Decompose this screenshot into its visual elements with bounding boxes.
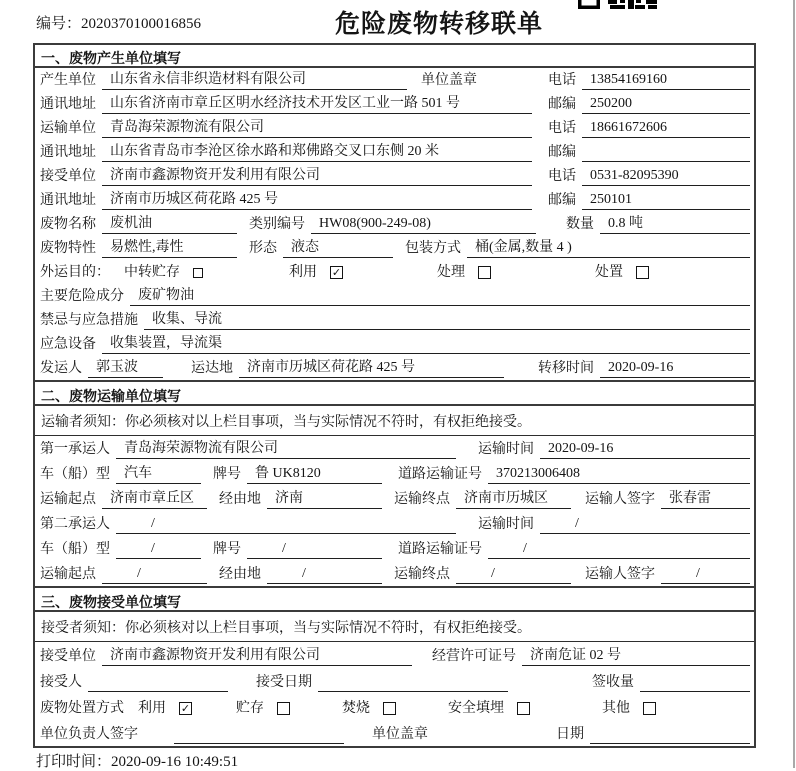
transporter-label: 运输单位 <box>40 121 96 136</box>
waste-name-value: 废机油 <box>102 212 237 234</box>
producer-zip-value: 250200 <box>582 96 750 114</box>
route1-sign-value: 张春雷 <box>661 487 750 509</box>
accept-unit-value: 济南市鑫源物资开发利用有限公司 <box>102 644 412 666</box>
accept-date-value <box>318 690 508 692</box>
accept-person-label: 接受人 <box>40 675 82 690</box>
vehicle2-type-label: 车（船）型 <box>40 542 110 557</box>
sign-date-value <box>590 742 750 744</box>
responsible-sign-value <box>174 742 344 744</box>
row-purpose <box>35 260 754 284</box>
checkbox-treat <box>478 266 491 279</box>
accept-person-value <box>88 690 228 692</box>
print-time-label: 打印时间： <box>36 754 112 770</box>
accept-date-label: 接受日期 <box>256 675 312 690</box>
vehicle2-plate-value: / <box>247 541 382 559</box>
receiver-label: 接受单位 <box>40 169 96 184</box>
row-accept-unit <box>35 642 754 668</box>
page-title: 危险废物转移联单 <box>334 10 543 38</box>
route1-start-value: 济南市章丘区 <box>102 487 207 509</box>
row-equipment <box>35 332 754 356</box>
vehicle2-permit-label: 道路运输证号 <box>398 542 482 557</box>
checkbox-disposal-landfill <box>517 702 530 715</box>
checkbox-transfer-storage <box>193 268 203 278</box>
route1-end-label: 运输终点 <box>394 492 450 507</box>
disposal-option-landfill-label: 安全填埋 <box>448 701 504 716</box>
receipt-qty-label: 签收量 <box>592 675 634 690</box>
carrier2-label: 第二承运人 <box>40 517 110 532</box>
checkbox-disposal-utilize: ✓ <box>180 702 191 715</box>
hazard-value: 废矿物油 <box>130 284 750 306</box>
disposal-option-store-label: 贮存 <box>236 701 264 716</box>
producer-value: 山东省永信非织造材料有限公司 <box>102 68 407 90</box>
carrier2-value: / <box>116 516 456 534</box>
waste-pack-label: 包装方式 <box>405 241 461 256</box>
destination-label: 运达地 <box>191 361 233 376</box>
license-label: 经营许可证号 <box>432 649 516 664</box>
transporter-address-label: 通讯地址 <box>40 145 96 160</box>
purpose-option-dispose-label: 处置 <box>595 265 623 280</box>
receiver-notice: 接受者须知：你必须核对以上栏目事项，当与实际情况不符时，有权拒绝接受。 <box>35 612 754 642</box>
page-edge-divider <box>793 0 795 768</box>
print-time-value: 2020-09-16 10:49:51 <box>111 754 239 770</box>
checkbox-utilize: ✓ <box>331 266 342 279</box>
route2-sign-value: / <box>661 566 750 584</box>
transporter-zip-value <box>582 160 750 162</box>
vehicle1-plate-label: 牌号 <box>213 467 241 482</box>
vehicle1-type-value: 汽车 <box>116 462 201 484</box>
route2-sign-label: 运输人签字 <box>585 567 655 582</box>
row-dispatch <box>35 356 754 380</box>
waste-form-value: 液态 <box>283 236 393 258</box>
receiver-address-label: 通讯地址 <box>40 193 96 208</box>
receiver-phone-label: 电话 <box>548 169 576 184</box>
checkbox-disposal-incinerate <box>383 702 396 715</box>
vehicle2-permit-value: / <box>488 541 750 559</box>
row-route1 <box>35 486 754 511</box>
row-receiver <box>35 164 754 188</box>
responsible-sign-label: 单位负责人签字 <box>40 727 138 742</box>
destination-value: 济南市历城区荷花路 425 号 <box>239 356 504 378</box>
waste-name-label: 废物名称 <box>40 217 96 232</box>
producer-phone-label: 电话 <box>548 73 576 88</box>
equipment-label: 应急设备 <box>40 337 96 352</box>
row-receiver-address <box>35 188 754 212</box>
qr-code-icon <box>578 0 658 9</box>
purpose-option-transfer-label: 中转贮存 <box>124 265 180 280</box>
waste-code-value: HW08(900-249-08) <box>311 216 536 234</box>
carrier1-time-label: 运输时间 <box>478 442 534 457</box>
carrier1-value: 青岛海荣源物流有限公司 <box>116 437 456 459</box>
route2-start-label: 运输起点 <box>40 567 96 582</box>
waste-form-label: 形态 <box>249 241 277 256</box>
vehicle1-permit-value: 370213006408 <box>488 466 750 484</box>
waste-qty-value: 0.8 吨 <box>600 212 750 234</box>
receiver-zip-value: 250101 <box>582 192 750 210</box>
producer-seal-label: 单位盖章 <box>421 73 477 88</box>
route1-via-label: 经由地 <box>219 492 261 507</box>
checkbox-dispose <box>636 266 649 279</box>
transporter-address-value: 山东省青岛市李沧区徐水路和郑佛路交叉口东侧 20 米 <box>102 140 532 162</box>
section1-heading: 一、废物产生单位填写 <box>35 45 754 68</box>
unit-seal-label: 单位盖章 <box>372 727 428 742</box>
disposal-option-incinerate-label: 焚烧 <box>342 701 370 716</box>
manifest-form <box>33 43 756 748</box>
vehicle1-type-label: 车（船）型 <box>40 467 110 482</box>
producer-label: 产生单位 <box>40 73 96 88</box>
receiver-zip-label: 邮编 <box>548 193 576 208</box>
row-disposal <box>35 694 754 720</box>
waste-code-label: 类别编号 <box>249 217 305 232</box>
dispatcher-value: 郭玉波 <box>88 356 163 378</box>
receiver-phone-value: 0531-82095390 <box>582 168 750 186</box>
row-vehicle1 <box>35 461 754 486</box>
vehicle1-plate-value: 鲁 UK8120 <box>247 462 382 484</box>
taboo-value: 收集、导流 <box>144 308 750 330</box>
route1-via-value: 济南 <box>267 487 382 509</box>
license-value: 济南危证 02 号 <box>522 644 750 666</box>
transporter-phone-label: 电话 <box>548 121 576 136</box>
dispatcher-label: 发运人 <box>40 361 82 376</box>
equipment-value: 收集装置，导流渠 <box>102 332 750 354</box>
section3-heading: 三、废物接受单位填写 <box>35 586 754 612</box>
transporter-phone-value: 18661672606 <box>582 120 750 138</box>
producer-zip-label: 邮编 <box>548 97 576 112</box>
row-responsible-sign <box>35 720 754 746</box>
receipt-qty-value <box>640 690 750 692</box>
row-hazard <box>35 284 754 308</box>
row-waste-name <box>35 212 754 236</box>
disposal-option-utilize-label: 利用 <box>138 701 166 716</box>
route1-start-label: 运输起点 <box>40 492 96 507</box>
route1-end-value: 济南市历城区 <box>456 487 571 509</box>
transporter-notice: 运输者须知：你必须核对以上栏目事项，当与实际情况不符时，有权拒绝接受。 <box>35 406 754 436</box>
waste-traits-label: 废物特性 <box>40 241 96 256</box>
producer-phone-value: 13854169160 <box>582 72 750 90</box>
carrier2-time-value: / <box>540 516 750 534</box>
waste-traits-value: 易燃性,毒性 <box>102 236 237 258</box>
route2-via-value: / <box>267 566 382 584</box>
sign-date-label: 日期 <box>556 727 584 742</box>
disposal-label: 废物处置方式 <box>40 701 124 716</box>
taboo-label: 禁忌与应急措施 <box>40 313 138 328</box>
row-producer <box>35 68 754 92</box>
route1-sign-label: 运输人签字 <box>585 492 655 507</box>
producer-address-value: 山东省济南市章丘区明水经济技术开发区工业一路 501 号 <box>102 92 532 114</box>
carrier2-time-label: 运输时间 <box>478 517 534 532</box>
vehicle2-plate-label: 牌号 <box>213 542 241 557</box>
waste-qty-label: 数量 <box>566 217 594 232</box>
purpose-option-utilize-label: 利用 <box>289 265 317 280</box>
checkbox-disposal-store <box>277 702 290 715</box>
waste-pack-value: 桶(金属,数量 4 ) <box>467 236 750 258</box>
vehicle2-type-value: / <box>116 541 201 559</box>
row-route2 <box>35 561 754 586</box>
producer-address-label: 通讯地址 <box>40 97 96 112</box>
purpose-option-treat-label: 处理 <box>437 265 465 280</box>
transfer-time-label: 转移时间 <box>538 361 594 376</box>
transporter-zip-label: 邮编 <box>548 145 576 160</box>
checkbox-disposal-other <box>643 702 656 715</box>
row-transporter-address <box>35 140 754 164</box>
doc-number-value: 2020370100016856 <box>81 16 202 32</box>
receiver-address-value: 济南市历城区荷花路 425 号 <box>102 188 532 210</box>
doc-number-label: 编号： <box>36 16 82 32</box>
row-carrier1 <box>35 436 754 461</box>
row-accept-person <box>35 668 754 694</box>
row-producer-address <box>35 92 754 116</box>
vehicle1-permit-label: 道路运输证号 <box>398 467 482 482</box>
route2-end-label: 运输终点 <box>394 567 450 582</box>
route2-start-value: / <box>102 566 207 584</box>
route2-via-label: 经由地 <box>219 567 261 582</box>
carrier1-time-value: 2020-09-16 <box>540 441 750 459</box>
section2-heading: 二、废物运输单位填写 <box>35 380 754 406</box>
route2-end-value: / <box>456 566 571 584</box>
row-vehicle2 <box>35 536 754 561</box>
receiver-value: 济南市鑫源物资开发利用有限公司 <box>102 164 532 186</box>
carrier1-label: 第一承运人 <box>40 442 110 457</box>
hazard-label: 主要危险成分 <box>40 289 124 304</box>
row-waste-traits <box>35 236 754 260</box>
transporter-value: 青岛海荣源物流有限公司 <box>102 116 532 138</box>
purpose-label: 外运目的： <box>40 265 110 280</box>
accept-unit-label: 接受单位 <box>40 649 96 664</box>
transfer-time-value: 2020-09-16 <box>600 360 750 378</box>
disposal-option-other-label: 其他 <box>602 701 630 716</box>
row-taboo <box>35 308 754 332</box>
row-carrier2 <box>35 511 754 536</box>
row-transporter <box>35 116 754 140</box>
